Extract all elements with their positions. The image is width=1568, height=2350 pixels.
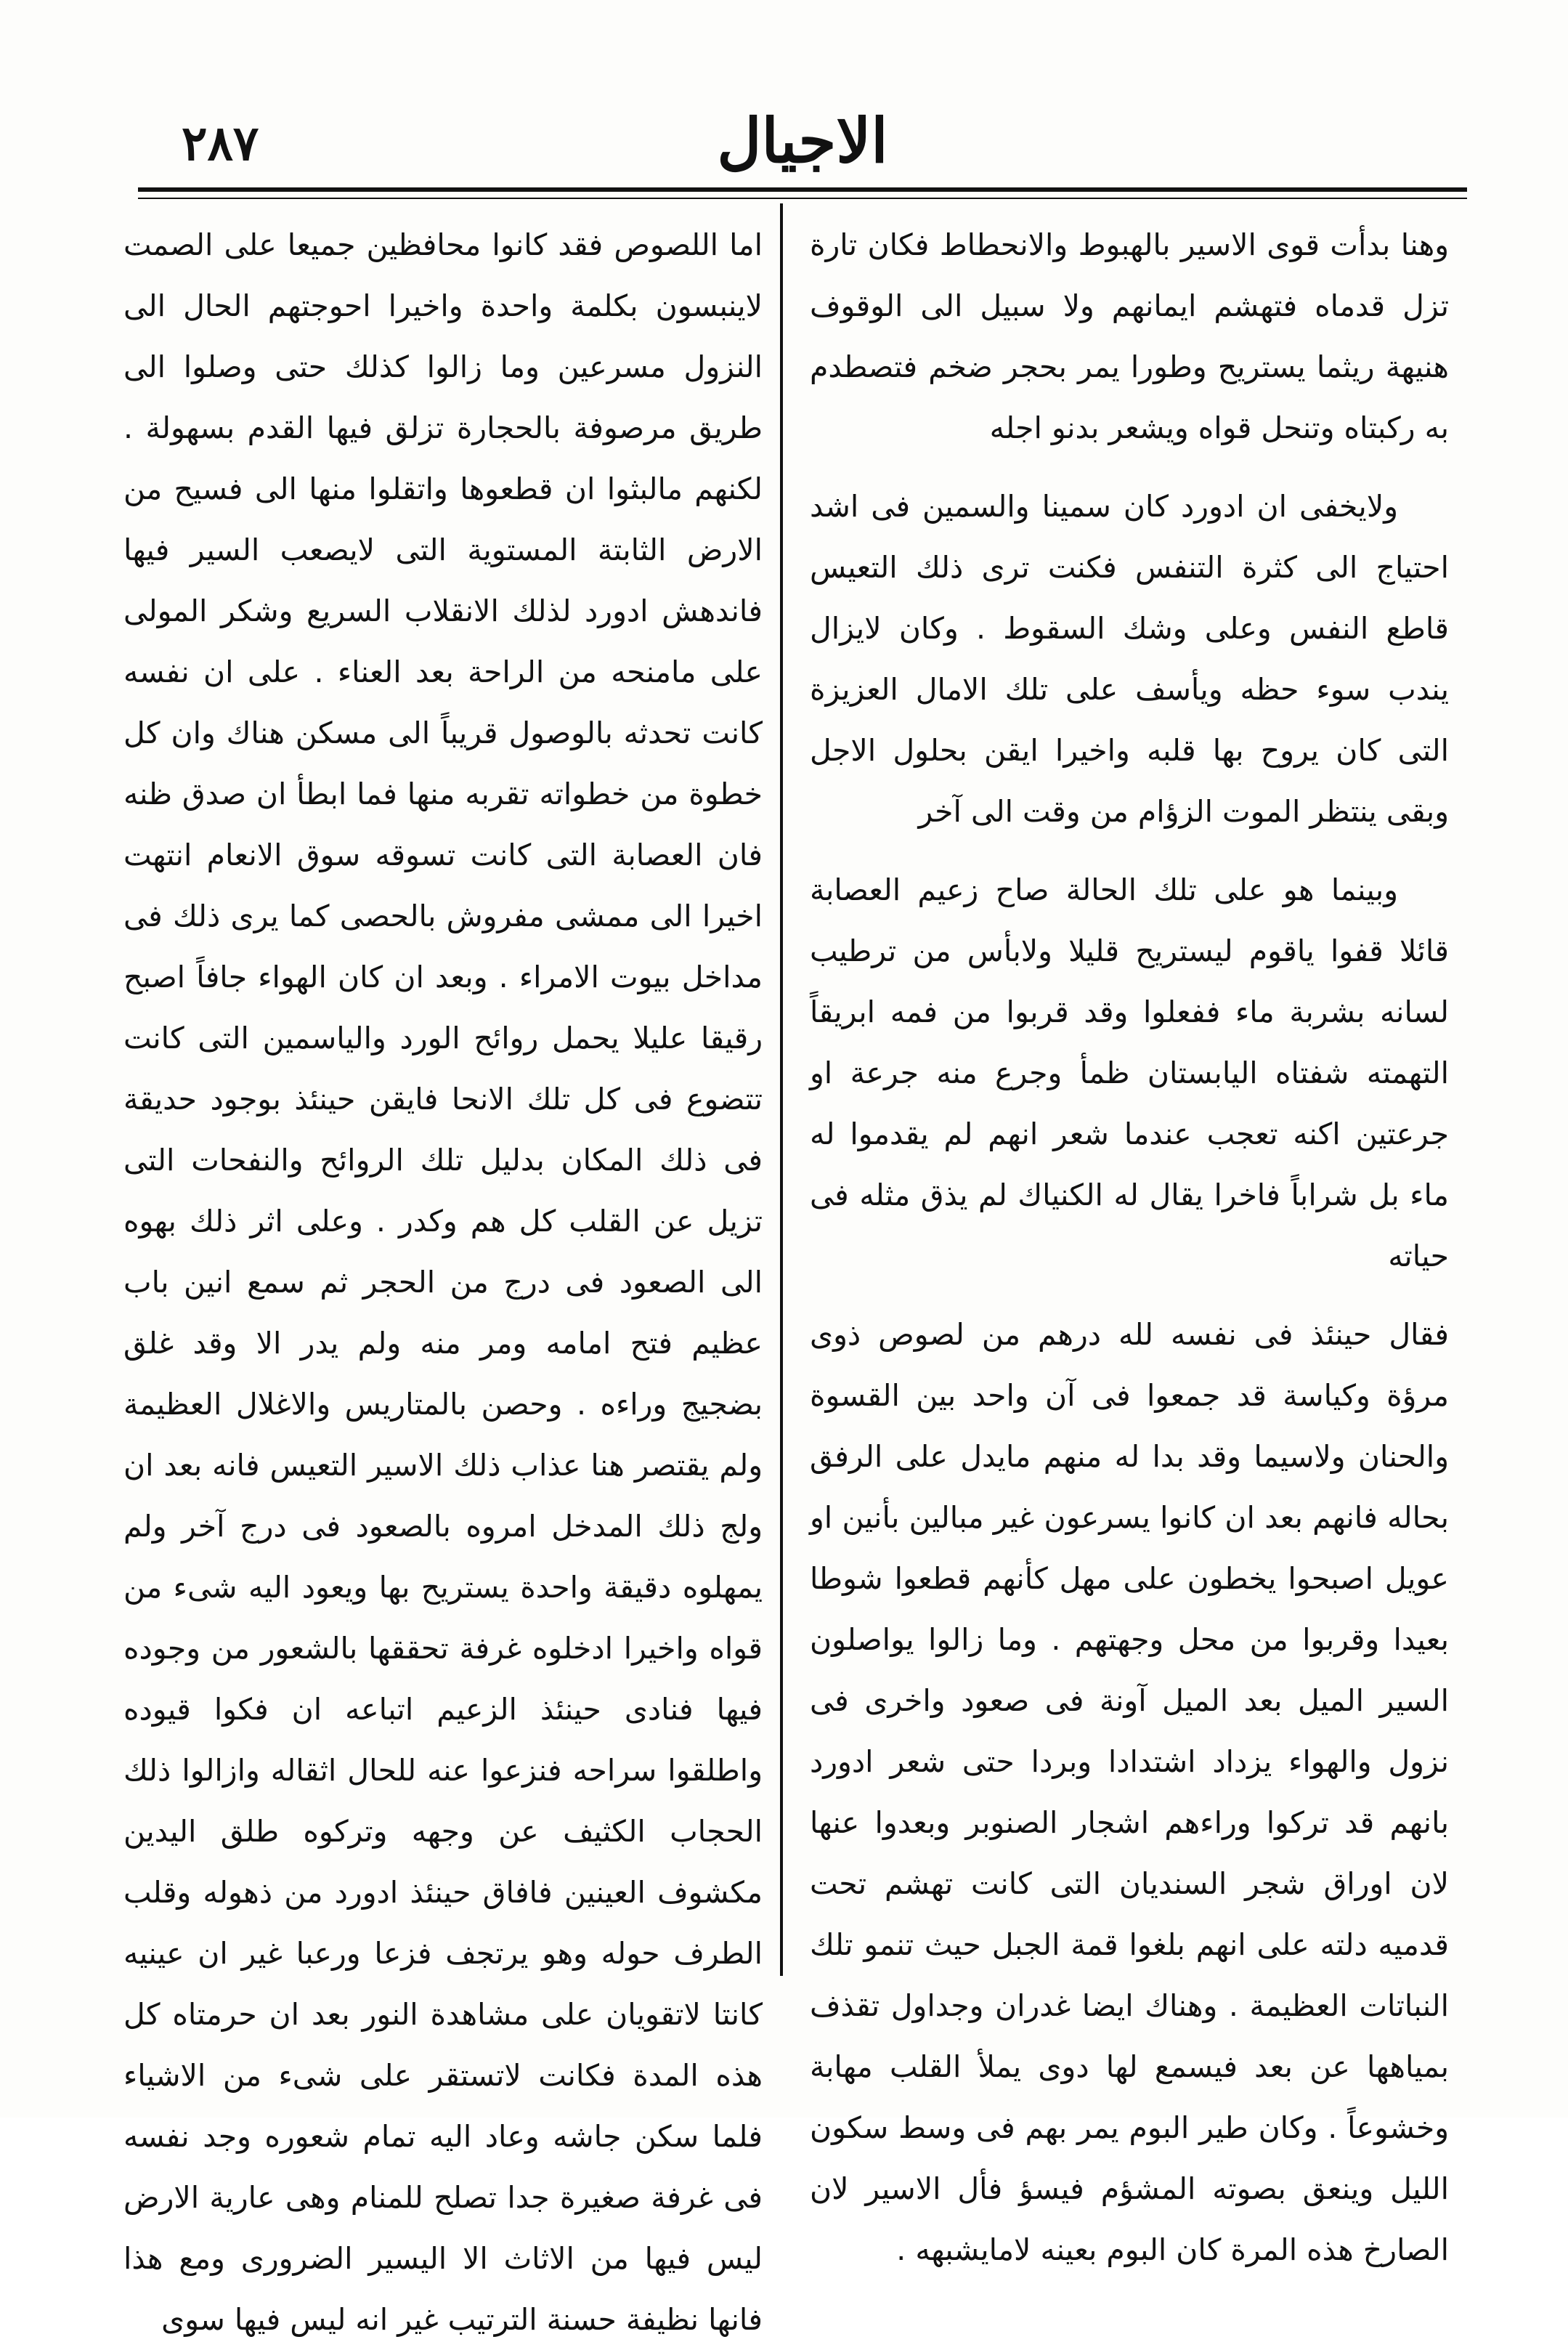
paragraph: وهنا بدأت قوى الاسير بالهبوط والانحطاط فكان تارة تزل قدماه فتهشم ايمانهم ولا سبيل الى الوقوف هنيهة ريثما يستريح وطورا يمر بحجر ضخم فتصطدم به ركبتاه وتنحل قواه ويشعر بدنو اجله xyxy=(810,227,1449,445)
paragraph: وبينما هو على تلك الحالة صاح زعيم العصابة قائلا قفوا ياقوم ليستريح قليلا ولابأس من ترطيب لسانه بشربة ماء ففعلوا وقد قربوا من فمه ابريقاً التهمته شفتاه اليابستان ظمأ وجرع منه جرعة او جرعتين اكنه تعجب عندما شعر انهم لم يقدموا له ماء بل شراباً فاخرا يقال له الكنياك لم يذق مثله فى حياته xyxy=(810,872,1449,1273)
left-text-column xyxy=(123,214,763,2337)
page-header xyxy=(138,102,1467,189)
header-rule-thick xyxy=(138,187,1467,192)
paragraph: اما اللصوص فقد كانوا محافظين جميعا على الصمت لاينبسون بكلمة واحدة واخيرا احوجتهم الحال الى النزول مسرعين وما زالوا كذلك حتى وصلوا الى طريق مرصوفة بالحجارة تزلق فيها القدم بسهولة . لكنهم مالبثوا ان قطعوها واتقلوا منها الى فسيح من الارض الثابتة المستوية التى لايصعب السير فيها فاندهش ادورد لذلك الانقلاب السريع وشكر المولى على مامنحه من الراحة بعد العناء . على ان نفسه كانت تحدثه بالوصول قريباً الى مسكن هناك وان كل خطوة من خطواته تقربه منها فما ابطأ ان صدق ظنه فان العصابة التى كانت تسوقه سوق الانعام انتهت اخيرا الى ممشى مفروش بالحصى كما يرى ذلك فى مداخل بيوت الامراء . وبعد ان كان الهواء جافاً اصبح رقيقا عليلا يحمل روائح الورد والياسمين التى كانت تتضوع فى كل تلك الانحا فايقن حينئذ بوجود حديقة فى ذلك المكان بدليل تلك الروائح والنفحات التى تزيل عن القلب كل هم وكدر . وعلى اثر ذلك بهوه الى الصعود فى درج من الحجر ثم سمع انين باب عظيم فتح امامه ومر منه ولم يدر الا وقد غلق بضجيج وراءه . وحصن بالمتاريس والاغلال العظيمة ولم يقتصر هنا عذاب ذلك الاسير التعيس فانه بعد ان ولج ذلك المدخل امروه بالصعود فى درج آخر ولم يمهلوه دقيقة واحدة يستريح بها ويعود اليه شىء من قواه واخيرا ادخلوه غرفة تحققها بالشعور من وجوده فيها فنادى حينئذ الزعيم اتباعه ان فكوا قيوده واطلقوا سراحه فنزعوا عنه للحال اثقاله وازالوا ذلك الحجاب الكثيف عن وجهه وتركوه طلق اليدين مكشوف العينين فافاق حينئذ ادورد من ذهوله وقلب الطرف حوله وهو يرتجف فزعا ورعبا غير ان عينيه كانتا لاتقويان على مشاهدة النور بعد ان حرمتاه كل هذه المدة فكانت لاتستقر على شىء من الاشياء فلما سكن جاشه وعاد اليه تمام شعوره وجد نفسه فى غرفة صغيرة جدا تصلح للمنام وهى عارية الارض ليس فيها من الاثاث الا اليسير الضرورى ومع هذا فانها نظيفة حسنة الترتيب غير انه ليس فيها سوى xyxy=(123,227,763,2337)
header-rule-thin xyxy=(138,198,1467,199)
right-text-column xyxy=(810,214,1449,2267)
column-divider xyxy=(780,203,783,1976)
page-number: ٢٨٧ xyxy=(182,115,259,171)
paragraph: فقال حينئذ فى نفسه لله درهم من لصوص ذوى مرؤة وكياسة قد جمعوا فى آن واحد بين القسوة والحنان ولاسيما وقد بدا له منهم مايدل على الرفق بحاله فانهم بعد ان كانوا يسرعون غير مبالين بأنين او عويل اصبحوا يخطون على مهل كأنهم قطعوا شوطا بعيدا وقربوا من محل وجهتهم . وما زالوا يواصلون السير الميل بعد الميل آونة فى صعود واخرى فى نزول والهواء يزداد اشتدادا وبردا حتى شعر ادورد بانهم قد تركوا وراءهم اشجار الصنوبر وبعدوا عنها لان اوراق شجر السنديان التى كانت تهشم تحت قدميه دلته على انهم بلغوا قمة الجبل حيث تنمو تلك النباتات العظيمة . وهناك ايضا غدران وجداول تقذف بمياهها عن بعد فيسمع لها دوى يملأ القلب مهابة وخشوعاً . وكان طير البوم يمر بهم فى وسط سكون الليل وينعق بصوته المشؤم فيسؤ فأل الاسير لان الصارخ هذه المرة كان البوم بعينه لامايشبهه . xyxy=(810,1317,1449,2267)
journal-title: الاجيال xyxy=(717,105,888,177)
paragraph: ولايخفى ان ادورد كان سمينا والسمين فى اشد احتياج الى كثرة التنفس فكنت ترى ذلك التعيس قاطع النفس وعلى وشك السقوط . وكان لايزال يندب سوء حظه ويأسف على تلك الامال العزيزة التى كان يروح بها قلبه واخيرا ايقن بحلول الاجل وبقى ينتظر الموت الزؤام من وقت الى آخر xyxy=(810,489,1449,829)
